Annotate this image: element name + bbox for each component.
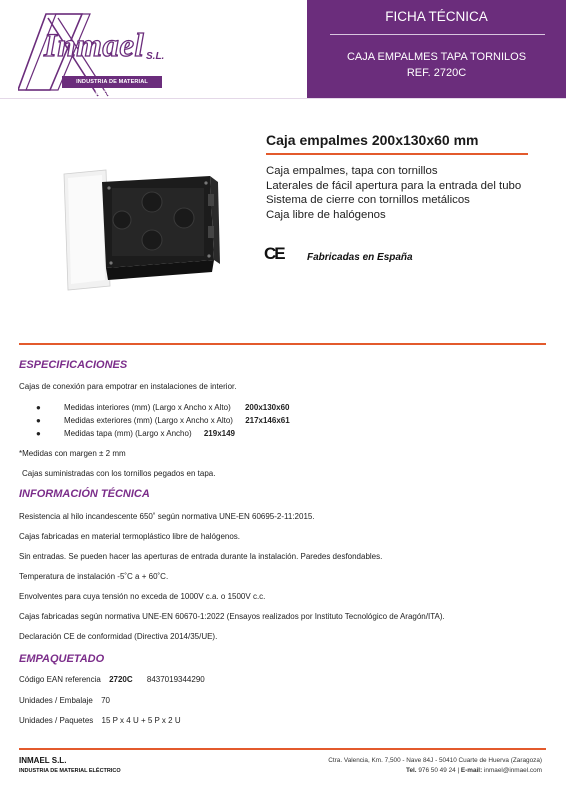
footer-company-tagline: INDUSTRIA DE MATERIAL ELÉCTRICO — [19, 768, 121, 774]
units-pkg-label: Unidades / Paquetes — [19, 716, 94, 725]
tech-line: Envolventes para cuya tensión no exceda de 1000V c.a. o 1500V c.c. — [19, 592, 266, 601]
footer-contact: Tel. 976 50 49 24 | E-mail: inmael@inmael.com — [406, 767, 542, 774]
screws-note: Cajas suministradas con los tornillos pegados en tapa. — [22, 469, 216, 478]
sheet-title: FICHA TÉCNICA — [385, 9, 488, 24]
logo-suffix: S.L. — [146, 51, 165, 62]
spec-value: 219x149 — [203, 429, 235, 438]
ean-code: 8437019344290 — [146, 675, 205, 684]
email-value[interactable]: inmael@inmael.com — [484, 767, 542, 774]
product-title-rule — [266, 153, 528, 155]
spec-label: Medidas exteriores (mm) (Largo x Ancho x Alto) — [64, 416, 233, 425]
tech-title: INFORMACIÓN TÉCNICA — [19, 488, 150, 500]
ean-label: Código EAN referencia — [19, 675, 101, 684]
tech-line: Sin entradas. Se pueden hacer las aperturas de entrada durante la instalación. Paredes desfondables. — [19, 552, 383, 561]
footer-company: INMAEL S.L. — [19, 756, 67, 765]
tel-value: 976 50 49 24 — [418, 767, 456, 774]
spec-label: Medidas tapa (mm) (Largo x Ancho) — [64, 429, 192, 438]
ean-ref: 2720C — [109, 675, 133, 684]
feature-item: Caja empalmes, tapa con tornillos — [266, 165, 438, 177]
ce-mark-icon: CE — [264, 244, 284, 263]
units-pack-value: 70 — [101, 696, 110, 705]
logo-wordmark: Inmael — [44, 28, 145, 64]
feature-item: Caja libre de halógenos — [266, 208, 386, 221]
bullet-icon: ● — [36, 429, 41, 438]
email-label: E-mail: — [460, 767, 483, 774]
spec-value: 200x130x60 — [244, 403, 290, 412]
ean-row — [19, 675, 205, 684]
tech-line: Resistencia al hilo incandescente 650˚ según normativa UNE-EN 60695-2-11:2015. — [19, 512, 315, 521]
units-pack-label: Unidades / Embalaje — [19, 696, 93, 705]
spec-item — [64, 429, 235, 438]
tech-line: Cajas fabricadas en material termoplástico libre de halógenos. — [19, 532, 241, 541]
specs-title: ESPECIFICACIONES — [19, 359, 128, 371]
logo-tagline: INDUSTRIA DE MATERIAL ELÉCTRICO — [62, 76, 162, 88]
product-reference: REF. 2720C — [406, 67, 467, 79]
margin-note: *Medidas con margen ± 2 mm — [19, 449, 126, 458]
spec-item — [64, 403, 289, 412]
packaging-title: EMPAQUETADO — [19, 653, 105, 665]
bullet-icon: ● — [36, 403, 41, 412]
header-divider — [330, 34, 545, 35]
section-rule — [19, 343, 546, 345]
tech-line: Temperatura de instalación -5˚C a + 60˚C. — [19, 572, 169, 581]
company-logo — [18, 10, 178, 102]
tech-line: Cajas fabricadas según normativa UNE-EN 60670-1:2022 (Ensayos realizados por Instituto Tecnológico de Aragón/ITA). — [19, 612, 445, 621]
made-in-label: Fabricadas en España — [307, 252, 413, 263]
product-image — [62, 168, 232, 292]
footer-rule — [19, 748, 546, 750]
product-title: Caja empalmes 200x130x60 mm — [266, 132, 479, 148]
footer-address: Ctra. Valencia, Km. 7,500 - Nave 84J - 50410 Cuarte de Huerva (Zaragoza) — [328, 757, 542, 764]
units-pkg-value: 15 P x 4 U + 5 P x 2 U — [101, 716, 181, 725]
units-pkg-row — [19, 716, 181, 725]
header-rule — [0, 98, 566, 99]
spec-label: Medidas interiores (mm) (Largo x Ancho x Alto) — [64, 403, 231, 412]
spec-value: 217x146x61 — [245, 416, 290, 425]
feature-item: Sistema de cierre con tornillos metálicos — [266, 194, 470, 206]
bullet-icon: ● — [36, 416, 41, 425]
product-features — [266, 164, 521, 222]
product-subtitle: CAJA EMPALMES TAPA TORNILOS — [346, 51, 527, 63]
feature-item: Laterales de fácil apertura para la entrada del tubo — [266, 179, 522, 192]
specs-intro: Cajas de conexión para empotrar en instalaciones de interior. — [19, 382, 237, 391]
tech-line: Declaración CE de conformidad (Directiva 2014/35/UE). — [19, 632, 218, 641]
tel-label: Tel. — [406, 767, 417, 774]
spec-item — [64, 416, 290, 425]
units-pack-row — [19, 696, 110, 705]
